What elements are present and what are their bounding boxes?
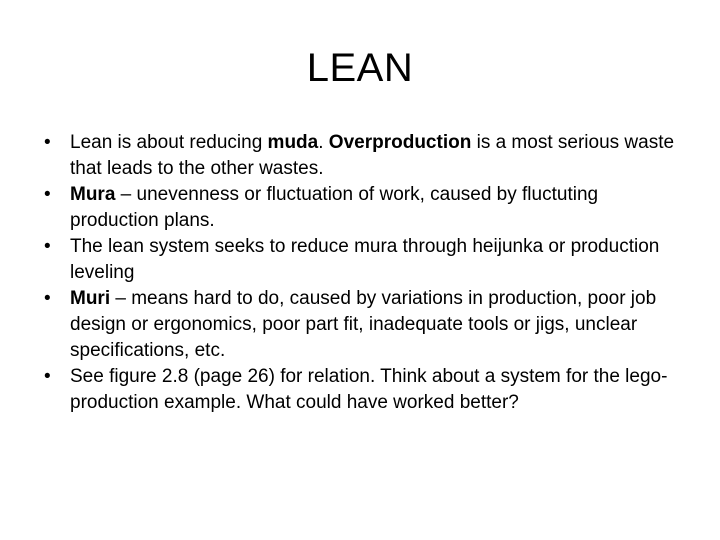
bullet-text: . xyxy=(318,132,329,153)
bullet-text: The lean system seeks to reduce mura through heijunka or production leveling xyxy=(70,236,660,283)
bullet-keyword: Mura xyxy=(70,184,116,205)
bullet-keyword: muda xyxy=(267,132,319,153)
bullet-keyword: Overproduction xyxy=(328,132,472,153)
bullet-item xyxy=(44,182,684,234)
bullet-item xyxy=(44,130,684,182)
bullet-marker: • xyxy=(44,366,51,387)
bullet-marker: • xyxy=(44,184,51,205)
bullet-text: Lean is about reducing xyxy=(70,132,268,153)
bullet-item xyxy=(44,364,684,416)
bullet-keyword: Muri xyxy=(70,288,111,309)
bullet-item xyxy=(44,286,684,364)
bullet-text: is a most serious waste that leads to the other wastes. xyxy=(70,132,675,179)
bullet-marker: • xyxy=(44,236,51,257)
bullet-list xyxy=(44,130,684,416)
bullet-marker: • xyxy=(44,132,51,153)
slide-title: LEAN xyxy=(306,46,414,90)
bullet-item xyxy=(44,234,684,286)
bullet-marker: • xyxy=(44,288,51,309)
bullet-text: – unevenness or fluctuation of work, caused by fluctuting production plans. xyxy=(70,184,599,231)
bullet-text: See figure 2.8 (page 26) for relation. Think about a system for the lego-production example. What could have worked better? xyxy=(70,366,668,413)
bullet-text: – means hard to do, caused by variations in production, poor job design or ergonomics, poor part fit, inadequate tools or jigs, unclear specifications, etc. xyxy=(70,288,657,361)
